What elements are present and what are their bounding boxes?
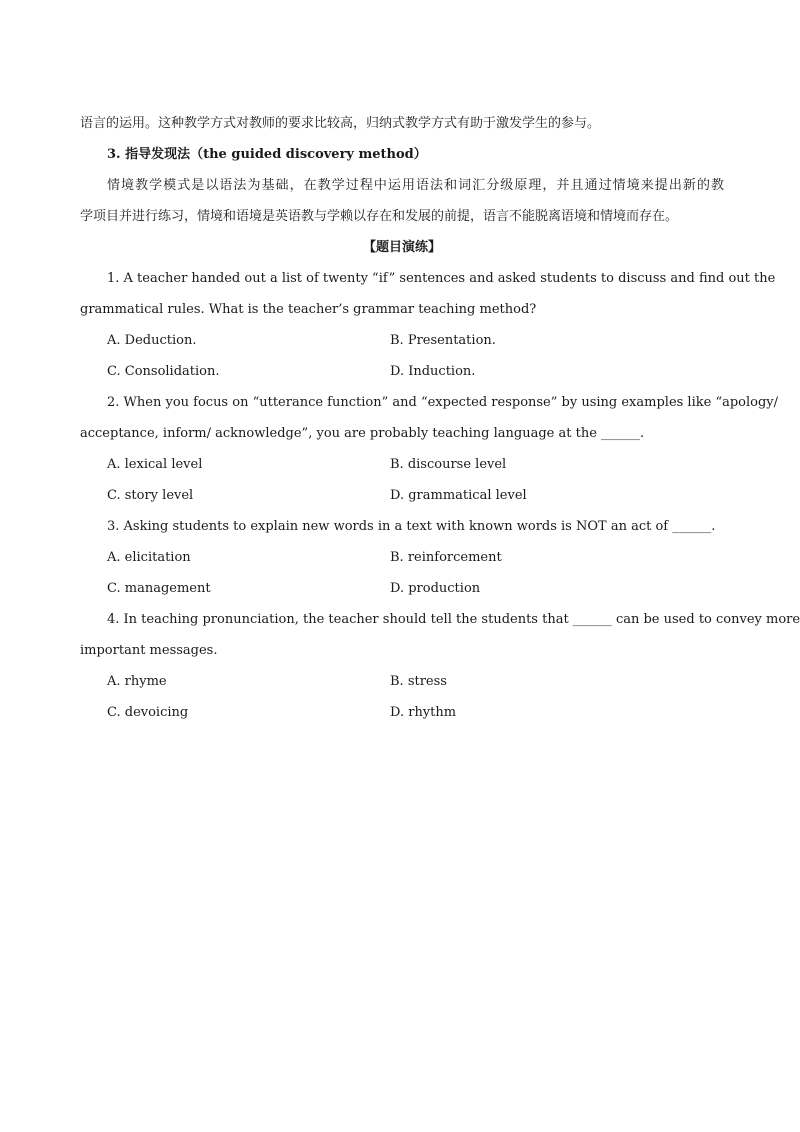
options-row [80,542,724,573]
exercise-title: 【题目演练】 [362,240,441,255]
option-b: B. discourse level [390,457,507,472]
options-row [80,666,724,697]
option-a: A. lexical level [107,457,203,472]
section-paragraph-line-2: 学项目并进行练习，情境和语境是英语教与学赖以存在和发展的前提，语言不能脱离语境和情境而存在。 [80,209,679,224]
question-text-line-1: 2. When you focus on “utterance function” and “expected response” by using examples like “apology/ [107,395,779,410]
section-heading: 3. 指导发现法（the guided discovery method） [107,147,427,162]
question-text-line-1: 1. A teacher handed out a list of twenty “if” sentences and asked students to discuss and find out the [107,271,776,286]
option-d: D. grammatical level [390,488,527,503]
document-page [80,108,800,728]
option-c: C. Consolidation. [107,364,220,379]
option-d: D. production [390,581,481,596]
question-text-line-2: important messages. [80,643,218,658]
options-row [80,325,724,356]
options-row [80,573,724,604]
option-a: A. elicitation [107,550,191,565]
question-2 [80,387,779,511]
question-text-line-2: grammatical rules. What is the teacher’s grammar teaching method? [80,302,537,317]
option-a: A. rhyme [107,674,167,689]
options-row [80,697,724,728]
options-row [80,480,724,511]
option-d: D. rhythm [390,705,457,720]
intro-line: 语言的运用。这种教学方式对教师的要求比较高，归纳式教学方式有助于激发学生的参与。 [80,116,601,131]
option-c: C. story level [107,488,194,503]
question-1 [80,263,776,387]
question-text-line-1: 4. In teaching pronunciation, the teacher should tell the students that ______ can be used to convey more [107,612,800,627]
section-paragraph-line-1: 情境教学模式是以语法为基础，在教学过程中运用语法和词汇分级原理，并且通过情境来提出新的教 [107,178,724,193]
question-4 [80,604,800,728]
option-b: B. Presentation. [390,333,496,348]
option-c: C. management [107,581,211,596]
option-b: B. stress [390,674,447,689]
option-d: D. Induction. [390,364,476,379]
question-3 [80,511,724,604]
options-row [80,449,724,480]
question-text-line-2: acceptance, inform/ acknowledge”, you are probably teaching language at the ______. [80,426,645,441]
options-row [80,356,724,387]
option-b: B. reinforcement [390,550,502,565]
option-a: A. Deduction. [107,333,197,348]
question-text-line-1: 3. Asking students to explain new words in a text with known words is NOT an act of ______. [107,519,716,534]
option-c: C. devoicing [107,705,189,720]
